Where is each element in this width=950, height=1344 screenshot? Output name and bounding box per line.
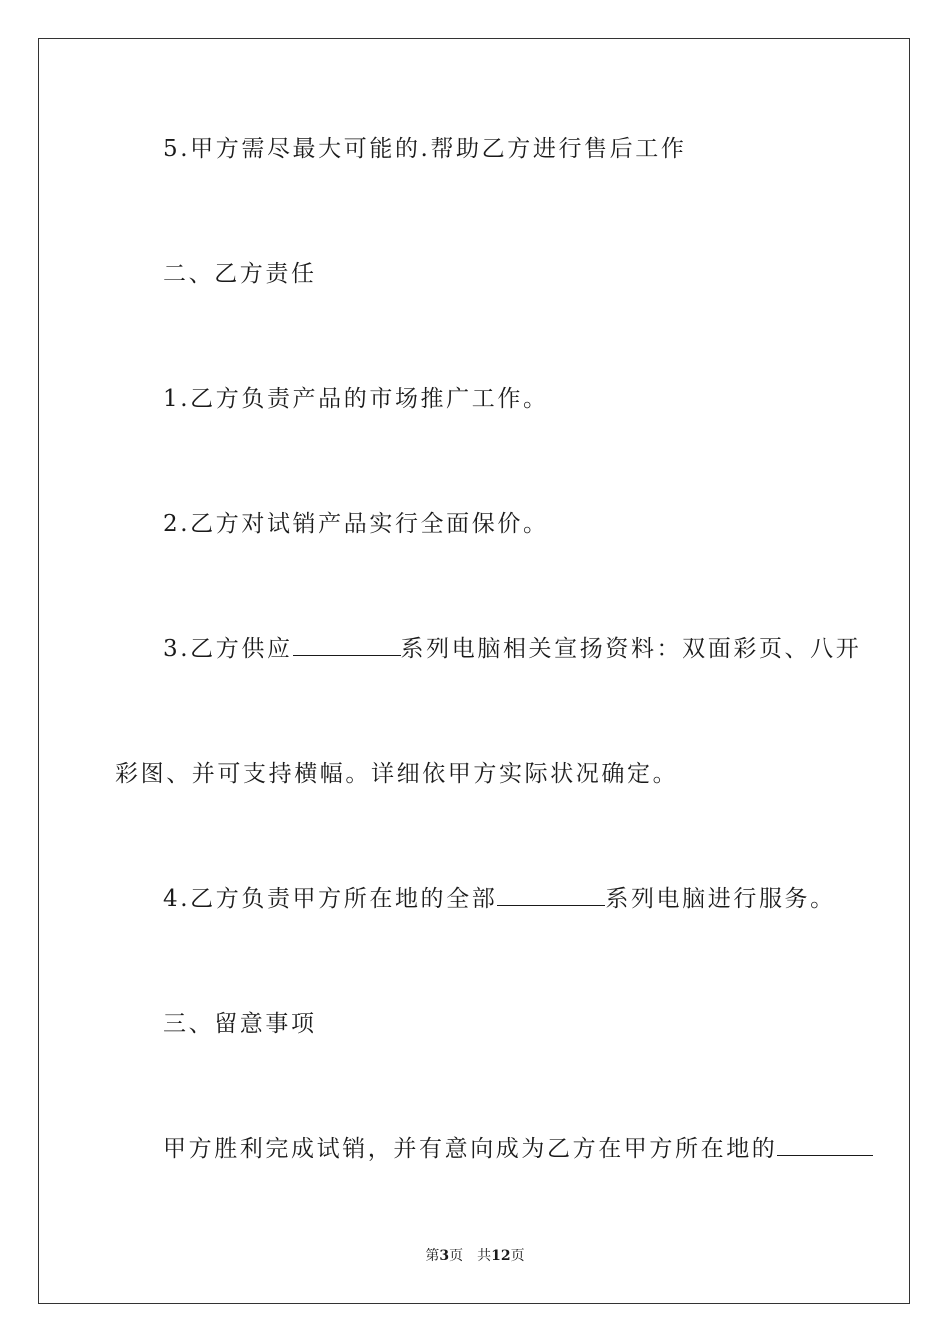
page-footer xyxy=(0,1246,950,1266)
page-border xyxy=(38,38,910,1304)
clause-5-seller-after-sales: 5.甲方需尽最大可能的.帮助乙方进行售后工作 xyxy=(163,136,687,162)
clause-2-price-protection: 2.乙方对试销产品实行全面保价。 xyxy=(163,511,549,537)
fill-in-blank xyxy=(777,1135,873,1156)
clause-3-text-after-blank: 系列电脑相关宣扬资料：双面彩页、八开 xyxy=(400,636,862,662)
footer-current-page: 3 xyxy=(439,1248,450,1264)
clause-4-text-before-blank: 4.乙方负责甲方所在地的全部 xyxy=(163,886,498,912)
notes-text-before-blank: 甲方胜利完成试销，并有意向成为乙方在甲方所在地的 xyxy=(163,1136,778,1162)
footer-total-prefix: 共 xyxy=(477,1248,492,1264)
footer-total-suffix: 页 xyxy=(510,1248,525,1264)
clause-3-text-before-blank: 3.乙方供应 xyxy=(163,636,293,662)
clause-4-service xyxy=(163,884,836,914)
clause-4-text-after-blank: 系列电脑进行服务。 xyxy=(605,886,836,912)
clause-1-market-promotion: 1.乙方负责产品的市场推广工作。 xyxy=(163,386,549,412)
clause-3-promotional-materials xyxy=(163,634,861,664)
clause-3-continuation: 彩图、并可支持横幅。详细依甲方实际状况确定。 xyxy=(115,761,679,787)
footer-total-pages: 12 xyxy=(491,1248,511,1264)
fill-in-blank xyxy=(293,635,401,656)
section-heading-party-b-responsibilities: 二、乙方责任 xyxy=(163,261,317,287)
footer-page-prefix: 第 xyxy=(425,1248,440,1264)
fill-in-blank xyxy=(497,885,605,906)
footer-page-suffix: 页 xyxy=(449,1248,464,1264)
section-heading-notes: 三、留意事项 xyxy=(163,1011,317,1037)
notes-paragraph xyxy=(163,1134,873,1164)
